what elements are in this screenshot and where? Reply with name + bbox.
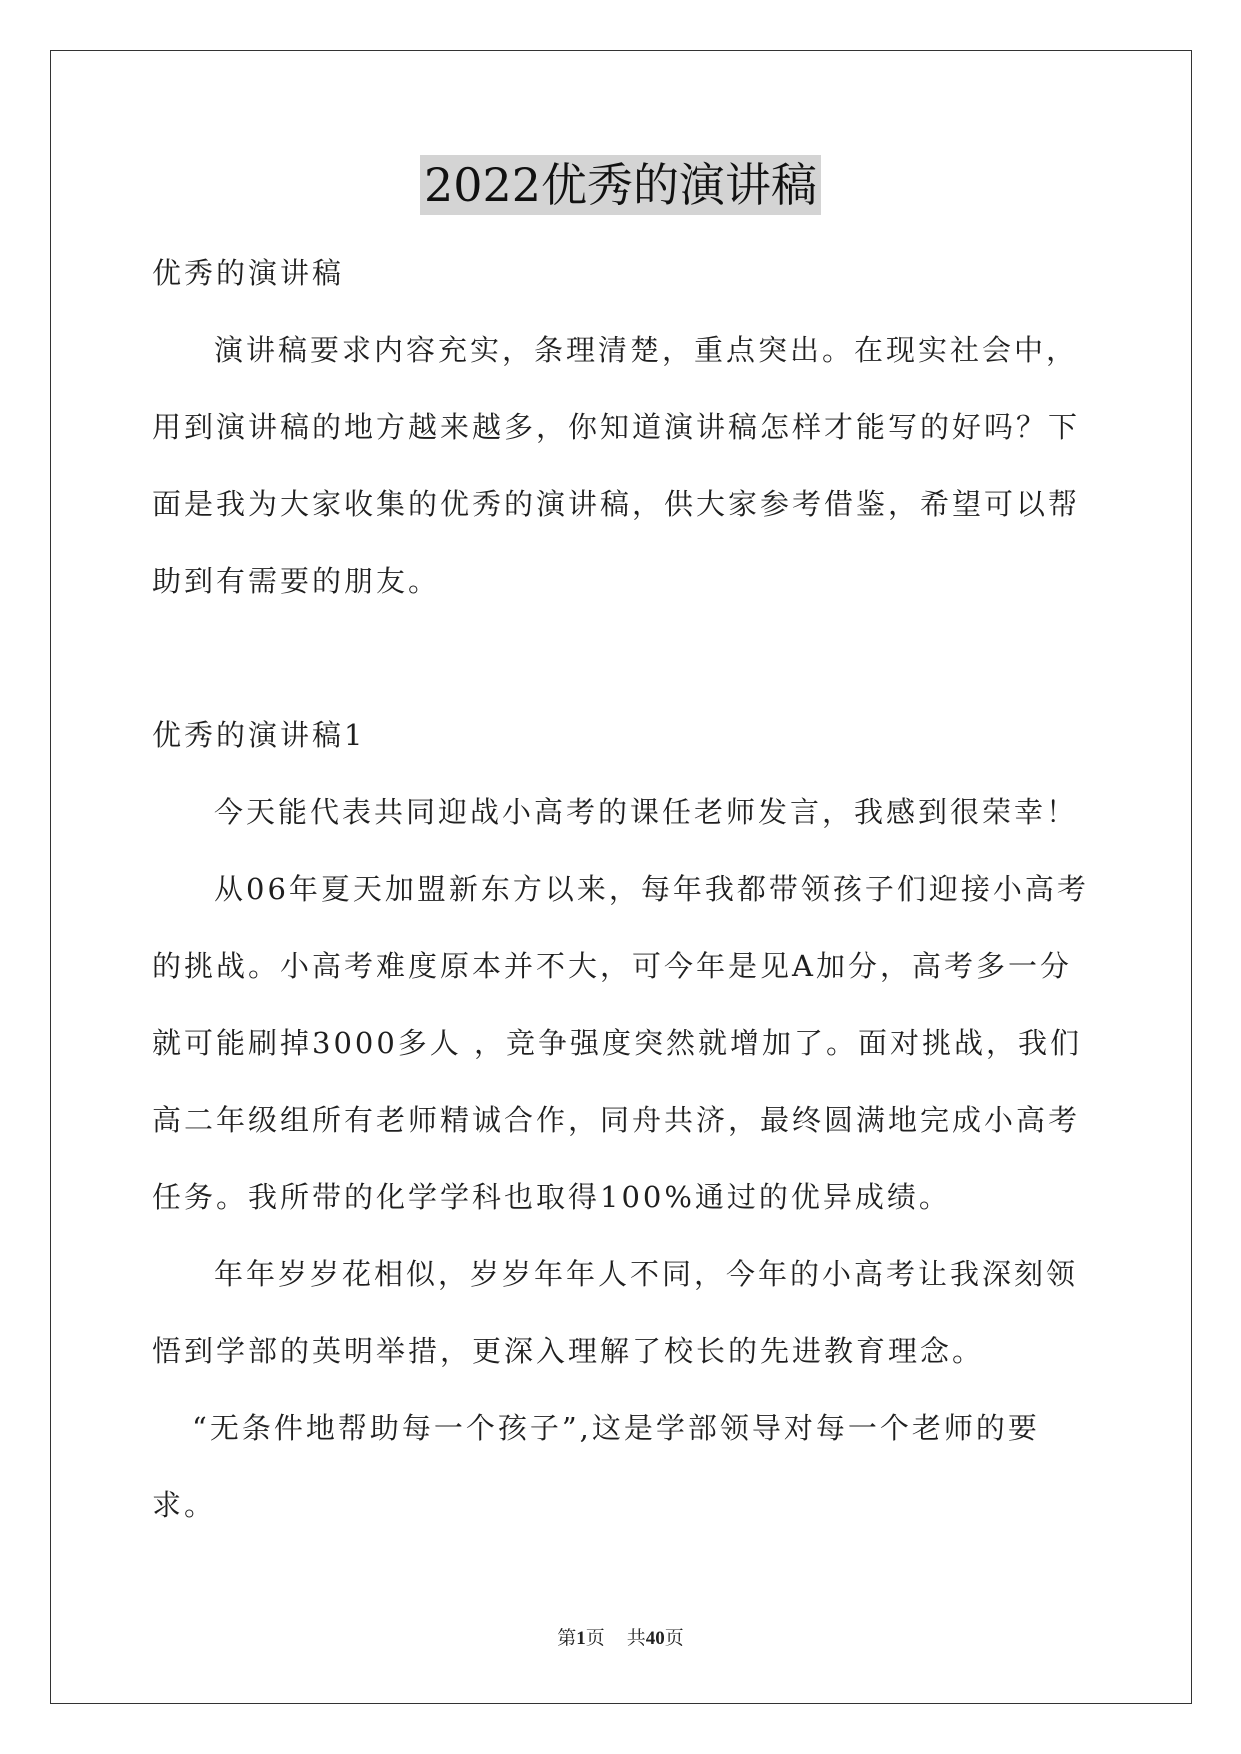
total-pages: 40	[645, 1628, 665, 1649]
page-suffix: 页	[585, 1628, 605, 1649]
intro-paragraph: 演讲稿要求内容充实，条理清楚，重点突出。在现实社会中，用到演讲稿的地方越来越多，你知道演讲稿怎样才能写的好吗？下面是我为大家收集的优秀的演讲稿，供大家参考借鉴，希望可以帮助到有需要的朋友。	[152, 333, 1081, 598]
body-paragraph: 今天能代表共同迎战小高考的课任老师发言，我感到很荣幸！	[214, 795, 1079, 829]
total-suffix: 页	[664, 1628, 684, 1649]
title-container	[0, 155, 1241, 215]
body-paragraph: “无条件地帮助每一个孩子”,这是学部领导对每一个老师的要求。	[152, 1411, 1040, 1522]
total-prefix: 共	[626, 1628, 646, 1649]
intro-heading: 优秀的演讲稿	[152, 256, 345, 290]
page-footer	[0, 1623, 1241, 1650]
page-prefix: 第	[557, 1628, 577, 1649]
body-paragraph: 年年岁岁花相似，岁岁年年人不同，今年的小高考让我深刻领悟到学部的英明举措，更深入理解了校长的先进教育理念。	[152, 1257, 1079, 1368]
section-heading: 优秀的演讲稿1	[152, 718, 366, 752]
document-title: 2022优秀的演讲稿	[420, 155, 821, 215]
document-body	[152, 235, 1097, 1544]
section-spacer	[152, 620, 1097, 697]
body-paragraph: 从06年夏天加盟新东方以来，每年我都带领孩子们迎接小高考的挑战。小高考难度原本并不大，可今年是见A加分，高考多一分就可能刷掉3000多人 ，竞争强度突然就增加了。面对挑战，我们高二年级组所有老师精诚合作，同舟共济，最终圆满地完成小高考任务。我所带的化学学科也取得100%通过的优异成绩。	[152, 872, 1089, 1214]
page-number: 1	[576, 1628, 586, 1649]
